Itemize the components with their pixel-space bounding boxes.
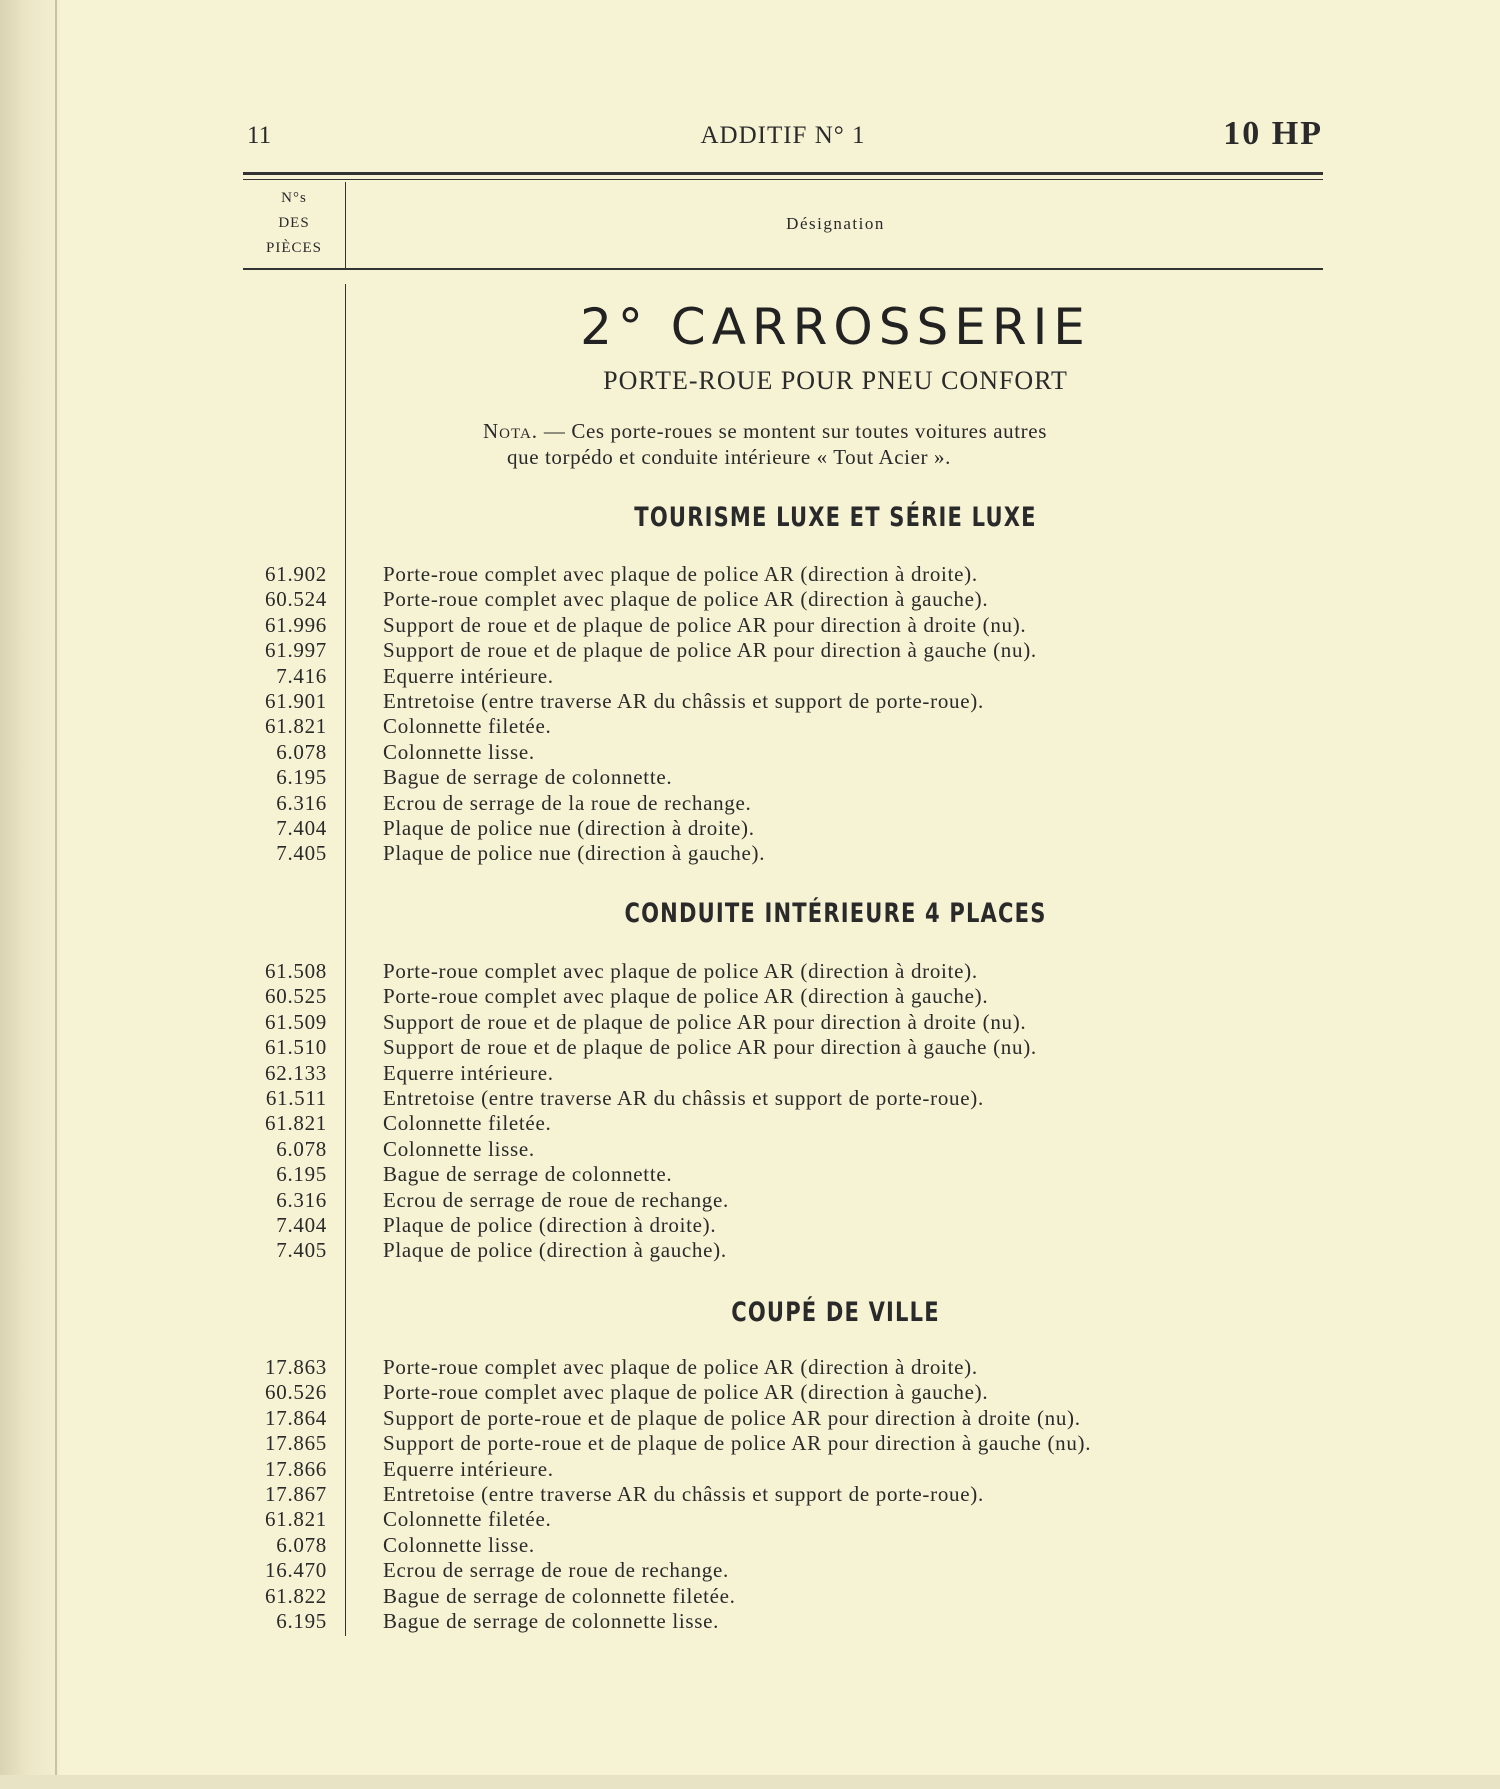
part-number: 7.405 (276, 1238, 327, 1263)
part-designation: Support de roue et de plaque de police AR pour direction à droite (nu). (383, 612, 1027, 637)
part-row (243, 1558, 1323, 1583)
section-title-conduite: CONDUITE INTÉRIEURE 4 PLACES (624, 898, 1047, 929)
part-designation: Plaque de police nue (direction à gauche). (383, 841, 766, 866)
part-number: 6.195 (276, 765, 327, 790)
part-number: 7.404 (276, 815, 327, 840)
parts-heading-line2: DES (278, 215, 310, 231)
part-designation: Bague de serrage de colonnette lisse. (383, 1608, 720, 1633)
part-designation: Support de roue et de plaque de police AR pour direction à gauche (nu). (383, 1035, 1037, 1060)
part-row (243, 587, 1323, 612)
part-designation: Plaque de police (direction à droite). (383, 1212, 717, 1237)
part-row (243, 1188, 1323, 1213)
part-row (243, 613, 1323, 638)
part-row (243, 1584, 1323, 1609)
part-row (243, 1380, 1323, 1405)
part-number: 17.864 (265, 1405, 327, 1430)
part-designation: Porte-roue complet avec plaque de police AR (direction à droite). (383, 959, 978, 983)
part-number: 6.195 (276, 1162, 327, 1187)
part-row (243, 1533, 1323, 1558)
part-row (243, 1507, 1323, 1532)
part-row (243, 1609, 1323, 1634)
part-designation: Support de roue et de plaque de police AR pour direction à droite (nu). (383, 1009, 1027, 1034)
part-number: 6.316 (276, 790, 327, 815)
part-number: 6.078 (276, 1532, 327, 1557)
part-number: 61.996 (265, 612, 327, 637)
part-row (243, 638, 1323, 663)
part-number: 61.902 (265, 562, 327, 586)
part-number: 61.511 (265, 1085, 327, 1110)
part-row (243, 1431, 1323, 1456)
part-row (243, 1137, 1323, 1162)
part-designation: Support de porte-roue et de plaque de police AR pour direction à droite (nu). (383, 1405, 1081, 1430)
chapter-subtitle: PORTE-ROUE POUR PNEU CONFORT (603, 366, 1068, 395)
part-row (243, 841, 1323, 866)
nota-block (483, 418, 1223, 470)
part-number: 61.821 (265, 714, 327, 739)
part-designation: Equerre intérieure. (383, 1060, 554, 1085)
part-row (243, 1162, 1323, 1187)
part-designation: Equerre intérieure. (383, 663, 554, 688)
part-designation: Colonnette filetée. (383, 1507, 552, 1532)
part-row (243, 1457, 1323, 1482)
column-headings (243, 182, 1323, 268)
part-number: 61.509 (265, 1009, 327, 1034)
part-row (243, 984, 1323, 1009)
part-row (243, 562, 1323, 587)
part-row (243, 1238, 1323, 1263)
page-number: 11 (247, 122, 272, 149)
parts-heading-line1: N°s (281, 190, 307, 206)
part-designation: Entretoise (entre traverse AR du châssis et support de porte-roue). (383, 1481, 984, 1506)
part-number: 17.866 (265, 1456, 327, 1481)
part-number: 61.997 (265, 638, 327, 663)
section-title-coupe: COUPÉ DE VILLE (731, 1297, 940, 1328)
part-row (243, 1355, 1323, 1380)
parts-list-tourisme (243, 562, 1323, 867)
part-designation: Porte-roue complet avec plaque de police AR (direction à gauche). (383, 587, 989, 612)
book-spine-shadow (0, 0, 60, 1789)
catalog-page (243, 0, 1323, 1789)
part-designation: Bague de serrage de colonnette. (383, 1162, 673, 1187)
part-row (243, 765, 1323, 790)
part-designation: Ecrou de serrage de la roue de rechange. (383, 790, 752, 815)
part-row (243, 1061, 1323, 1086)
part-number: 7.405 (276, 841, 327, 866)
part-designation: Bague de serrage de colonnette filetée. (383, 1583, 736, 1608)
part-designation: Porte-roue complet avec plaque de police AR (direction à droite). (383, 562, 978, 586)
designation-heading: Désignation (786, 214, 885, 233)
part-designation: Ecrou de serrage de roue de rechange. (383, 1187, 729, 1212)
part-designation: Plaque de police (direction à gauche). (383, 1238, 727, 1263)
chapter-title: 2° CARROSSERIE (580, 298, 1091, 356)
heading-column-divider (345, 182, 346, 268)
part-designation: Porte-roue complet avec plaque de police AR (direction à droite). (383, 1355, 978, 1379)
part-number: 6.316 (276, 1187, 327, 1212)
part-row (243, 1406, 1323, 1431)
part-row (243, 1482, 1323, 1507)
part-row (243, 1086, 1323, 1111)
part-row (243, 689, 1323, 714)
part-number: 6.195 (276, 1608, 327, 1633)
part-row (243, 664, 1323, 689)
part-row (243, 1111, 1323, 1136)
part-row (243, 1213, 1323, 1238)
part-number: 16.470 (265, 1558, 327, 1583)
header-model: 10 HP (1223, 115, 1323, 152)
part-row (243, 740, 1323, 765)
part-number: 17.863 (265, 1355, 327, 1379)
part-designation: Colonnette filetée. (383, 1111, 552, 1136)
running-header (243, 117, 1323, 157)
section-title-tourisme: TOURISME LUXE ET SÉRIE LUXE (634, 502, 1037, 533)
nota-line1: — Ces porte-roues se montent sur toutes voitures autres (538, 419, 1047, 443)
part-number: 6.078 (276, 739, 327, 764)
part-row (243, 816, 1323, 841)
part-designation: Bague de serrage de colonnette. (383, 765, 673, 790)
parts-list-coupe (243, 1355, 1323, 1634)
part-number: 61.822 (265, 1583, 327, 1608)
part-designation: Equerre intérieure. (383, 1456, 554, 1481)
part-designation: Porte-roue complet avec plaque de police AR (direction à gauche). (383, 1380, 989, 1405)
part-row (243, 1035, 1323, 1060)
part-number: 61.821 (265, 1111, 327, 1136)
part-number: 61.901 (265, 688, 327, 713)
part-designation: Plaque de police nue (direction à droite). (383, 815, 755, 840)
part-number: 61.821 (265, 1507, 327, 1532)
part-number: 60.524 (265, 587, 327, 612)
part-row (243, 959, 1323, 984)
part-designation: Entretoise (entre traverse AR du châssis et support de porte-roue). (383, 1085, 984, 1110)
heading-bottom-rule (243, 268, 1323, 270)
part-designation: Colonnette lisse. (383, 739, 535, 764)
part-designation: Porte-roue complet avec plaque de police AR (direction à gauche). (383, 984, 989, 1009)
part-designation: Entretoise (entre traverse AR du châssis et support de porte-roue). (383, 688, 984, 713)
part-number: 7.416 (276, 663, 327, 688)
part-number: 60.525 (265, 984, 327, 1009)
part-number: 17.867 (265, 1481, 327, 1506)
nota-line2: que torpédo et conduite intérieure « Tout Acier ». (507, 445, 951, 469)
part-designation: Colonnette filetée. (383, 714, 552, 739)
part-number: 6.078 (276, 1136, 327, 1161)
parts-list-conduite (243, 959, 1323, 1264)
parts-heading-line3: PIÈCES (265, 240, 322, 256)
part-designation: Support de porte-roue et de plaque de police AR pour direction à gauche (nu). (383, 1431, 1092, 1456)
part-number: 17.865 (265, 1431, 327, 1456)
part-designation: Colonnette lisse. (383, 1532, 535, 1557)
part-number: 7.404 (276, 1212, 327, 1237)
parts-number-heading (243, 186, 345, 261)
part-designation: Ecrou de serrage de roue de rechange. (383, 1558, 729, 1583)
part-row (243, 1010, 1323, 1035)
part-row (243, 791, 1323, 816)
part-number: 60.526 (265, 1380, 327, 1405)
header-center-title: ADDITIF N° 1 (700, 122, 866, 149)
part-row (243, 714, 1323, 739)
header-double-rule (243, 172, 1323, 180)
part-number: 62.133 (265, 1060, 327, 1085)
part-designation: Colonnette lisse. (383, 1136, 535, 1161)
part-number: 61.510 (265, 1035, 327, 1060)
nota-label: Nota. (483, 419, 539, 443)
part-number: 61.508 (265, 959, 327, 983)
part-designation: Support de roue et de plaque de police AR pour direction à gauche (nu). (383, 638, 1037, 663)
spine-fold-line (55, 0, 57, 1789)
